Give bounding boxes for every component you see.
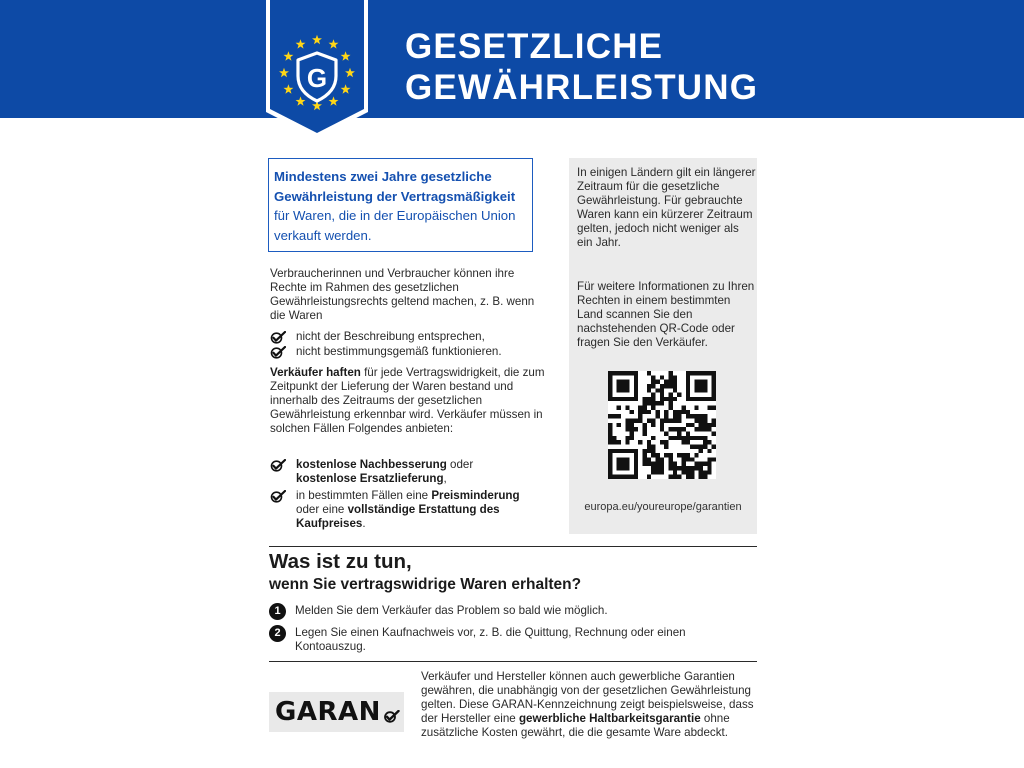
remedy-item-text: kostenlose Nachbesserung oder kostenlose Ersatzlieferung,	[296, 458, 474, 485]
info-paragraph-2: Für weitere Informationen zu Ihren Rechten in einem bestimmten Land scannen Sie den nachstehenden QR-Code oder fragen Sie den Verkäufer.	[577, 280, 755, 349]
eu-shield-g-icon	[266, 0, 368, 138]
step-number-badge: 1	[269, 603, 286, 620]
emblem-letter: G	[306, 63, 328, 93]
garan-paragraph: Verkäufer und Hersteller können auch gewerbliche Garantien gewähren, die unabhängig von der gesetzlichen Gewährleistung gelten. Diese GARAN-Kennzeichnung zeigt beispielsweise, dass der Hersteller eine gewerbliche Haltbarkeitsgarantie ohne zusätzliche Kosten gewährt, die die gesamte Ware abdeckt.	[421, 670, 754, 739]
step-number-badge: 2	[269, 625, 286, 642]
intro-highlight-box	[268, 158, 533, 252]
info-url: europa.eu/youreurope/garantien	[584, 501, 742, 513]
checkmark-icon	[270, 331, 286, 344]
seller-liability-bold: Verkäufer haften	[270, 366, 361, 379]
checkmark-icon	[383, 710, 400, 723]
intro-rest-text: für Waren, die in der Europäischen Union verkauft werden.	[274, 208, 516, 243]
step-text: Melden Sie dem Verkäufer das Problem so bald wie möglich.	[295, 604, 608, 617]
step-text: Legen Sie einen Kaufnachweis vor, z. B. die Quittung, Rechnung oder einen Kontoauszug.	[295, 626, 686, 653]
qr-code-icon[interactable]	[608, 371, 716, 479]
seller-liability-text: für jede Vertragswidrigkeit, die zum Zeitpunkt der Lieferung der Waren bestand und innerhalb des Zeitraums der gesetzlichen Gewährleistung erkennbar wird. Verkäufer müssen in solchen Fällen Folgendes anbieten:	[270, 366, 545, 435]
divider	[269, 546, 757, 547]
info-paragraph-1: In einigen Ländern gilt ein längerer Zeitraum für die gesetzliche Gewährleistung. Für gebrauchte Waren kann ein kürzerer Zeitraum gelten, jedoch nicht weniger als ein Jahr.	[577, 166, 756, 249]
rights-intro: Verbraucherinnen und Verbraucher können ihre Rechte im Rahmen des gesetzlichen Gewährleistungsrechts geltend machen, z. B. wenn die Waren	[270, 267, 535, 322]
title-line-1: GESETZLICHE	[405, 27, 664, 66]
checkmark-icon	[270, 490, 286, 503]
checkmark-icon	[270, 346, 286, 359]
garan-logo	[269, 692, 404, 732]
rights-item	[270, 330, 550, 344]
intro-bold-text: Mindestens zwei Jahre gesetzliche Gewährleistung der Vertragsmäßigkeit	[274, 169, 516, 204]
checkmark-icon	[270, 459, 286, 472]
divider	[269, 661, 757, 662]
seller-liability-paragraph	[270, 366, 545, 436]
rights-item	[270, 345, 550, 359]
remedy-item	[270, 489, 550, 531]
rights-item-text: nicht der Beschreibung entsprechen,	[296, 330, 485, 343]
section-title: Was ist zu tun,	[269, 550, 412, 573]
country-info-box	[569, 158, 757, 534]
remedy-item	[270, 458, 550, 486]
rights-item-text: nicht bestimmungsgemäß funktionieren.	[296, 345, 502, 358]
page-title	[405, 26, 758, 108]
step-item	[269, 626, 739, 654]
section-subtitle: wenn Sie vertragswidrige Waren erhalten?	[269, 576, 582, 593]
title-line-2: GEWÄHRLEISTUNG	[405, 68, 759, 107]
step-item	[269, 604, 739, 620]
remedy-item-text: in bestimmten Fällen eine Preisminderung oder eine vollständige Erstattung des Kaufpreises.	[296, 489, 520, 530]
garan-logo-text: GARAN	[275, 697, 381, 727]
